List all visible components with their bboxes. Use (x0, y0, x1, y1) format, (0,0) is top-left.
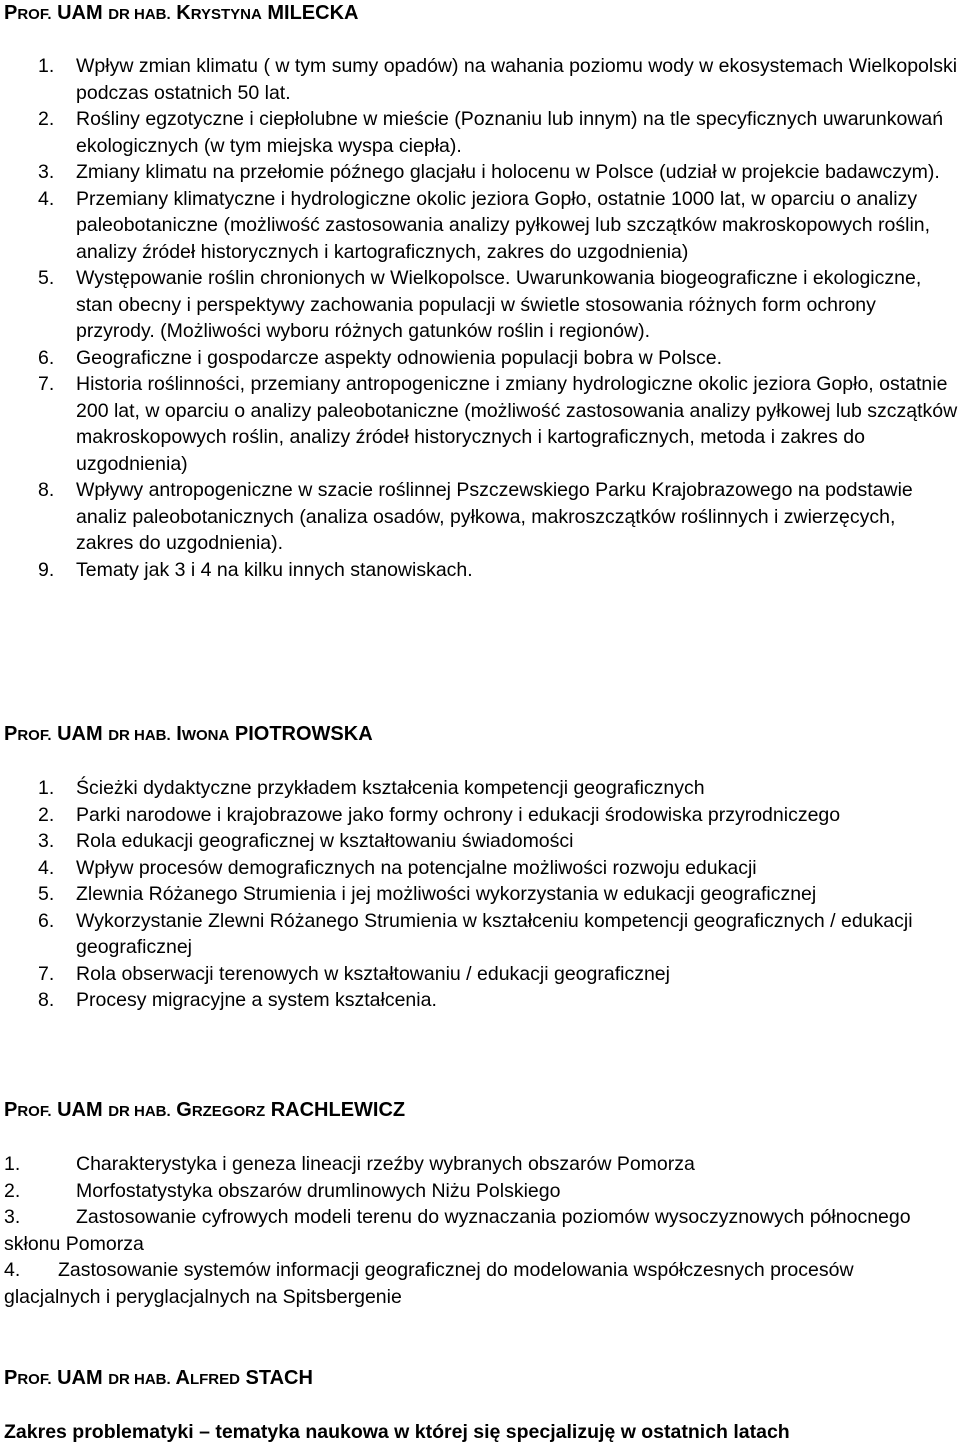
list-item: 3. Rola edukacji geograficznej w kształtowaniu świadomości (38, 830, 574, 852)
list-item: 7. Historia roślinności, przemiany antropogeniczne i zmiany hydrologiczne okolic jeziora Gopło, ostatnie 200 lat, w oparciu o analizy paleobotaniczne (możliwość zastosowania analizy pyłkowej lub szczątków makroskopowych roślin, analizy źródeł historycznych i kartograficznych, metoda i zakres do uzgodnienia) (38, 373, 958, 475)
section-heading-piotrowska: PROF. UAM DR HAB. IWONA PIOTROWSKA (4, 723, 373, 745)
list-item: 8. Procesy migracyjne a system kształcenia. (38, 989, 437, 1011)
section-subtitle: Zakres problematyki – tematyka naukowa w której się specjalizuję w ostatnich latach (4, 1421, 790, 1443)
topic-list-rachlewicz (0, 1151, 955, 1310)
list-item: 7. Rola obserwacji terenowych w kształtowaniu / edukacji geograficznej (38, 962, 670, 985)
list-item: 6. Geograficzne i gospodarcze aspekty odnowienia populacji bobra w Polsce. (38, 346, 723, 369)
list-item: 4. Wpływ procesów demograficznych na potencjalne możliwości rozwoju edukacji (38, 856, 757, 879)
list-item: 1. Ścieżki dydaktyczne przykładem kształcenia kompetencji geograficznych (38, 777, 705, 799)
topic-list-milecka (0, 53, 958, 583)
list-item: 1. Wpływ zmian klimatu ( w tym sumy opadów) na wahania poziomu wody w ekosystemach Wielkopolski podczas ostatnich 50 lat. (38, 55, 958, 104)
list-item: 2. Rośliny egzotyczne i ciepłolubne w mieście (Poznaniu lub innym) na tle specyficznych uwarunkowań ekologicznych (w tym miejska wyspa ciepła). (38, 108, 944, 157)
list-item: 3. Zmiany klimatu na przełomie późnego glacjału i holocenu w Polsce (udział w projekcie badawczym). (38, 161, 940, 183)
list-item: 6. Wykorzystanie Zlewni Różanego Strumienia w kształceniu kompetencji geograficznych / edukacji geograficznej (38, 909, 913, 958)
list-item: 4. Przemiany klimatyczne i hydrologiczne okolic jeziora Gopło, ostatnie 1000 lat, w oparciu o analizy paleobotaniczne (możliwość zastosowania analizy pyłkowej lub szczątków makroskopowych roślin, analizy źródeł historycznych i kartograficznych, zakres do uzgodnienia) (38, 187, 931, 263)
list-item: 8. Wpływy antropogeniczne w szacie roślinnej Pszczewskiego Parku Krajobrazowego na podstawie analiz paleobotanicznych (analiza osadów, pyłkowa, makroszczątków roślinnych i zwierzęcych, zakres do uzgodnienia). (38, 479, 913, 554)
list-item: 2. Morfostatystyka obszarów drumlinowych Niżu Polskiego (4, 1179, 561, 1202)
list-item: 2. Parki narodowe i krajobrazowe jako formy ochrony i edukacji środowiska przyrodniczego (38, 803, 841, 826)
section-heading-stach: PROF. UAM DR HAB. ALFRED STACH (4, 1367, 313, 1389)
section-heading-rachlewicz: PROF. UAM DR HAB. GRZEGORZ RACHLEWICZ (4, 1099, 406, 1121)
list-item: 9. Tematy jak 3 i 4 na kilku innych stanowiskach. (38, 558, 473, 581)
list-item: 3. Zastosowanie cyfrowych modeli terenu do wyznaczania poziomów wysoczyznowych północnego skłonu Pomorza (4, 1206, 911, 1255)
list-item: 4. Zastosowanie systemów informacji geograficznej do modelowania współczesnych procesów glacjalnych i peryglacjalnych na Spitsbergenie (4, 1259, 854, 1308)
list-item: 5. Zlewnia Różanego Strumienia i jej możliwości wykorzystania w edukacji geograficznej (38, 883, 817, 905)
list-item: 1. Charakterystyka i geneza lineacji rzeźby wybranych obszarów Pomorza (4, 1153, 695, 1175)
topic-list-piotrowska (0, 775, 958, 1014)
section-heading-milecka: PROF. UAM DR HAB. KRYSTYNA MILECKA (4, 2, 359, 24)
list-item: 5. Występowanie roślin chronionych w Wielkopolsce. Uwarunkowania biogeograficzne i ekologiczne, stan obecny i perspektywy zachowania populacji w świetle stosowania różnych form ochrony przyrody. (Możliwości wyboru różnych gatunków roślin i regionów). (38, 267, 922, 342)
